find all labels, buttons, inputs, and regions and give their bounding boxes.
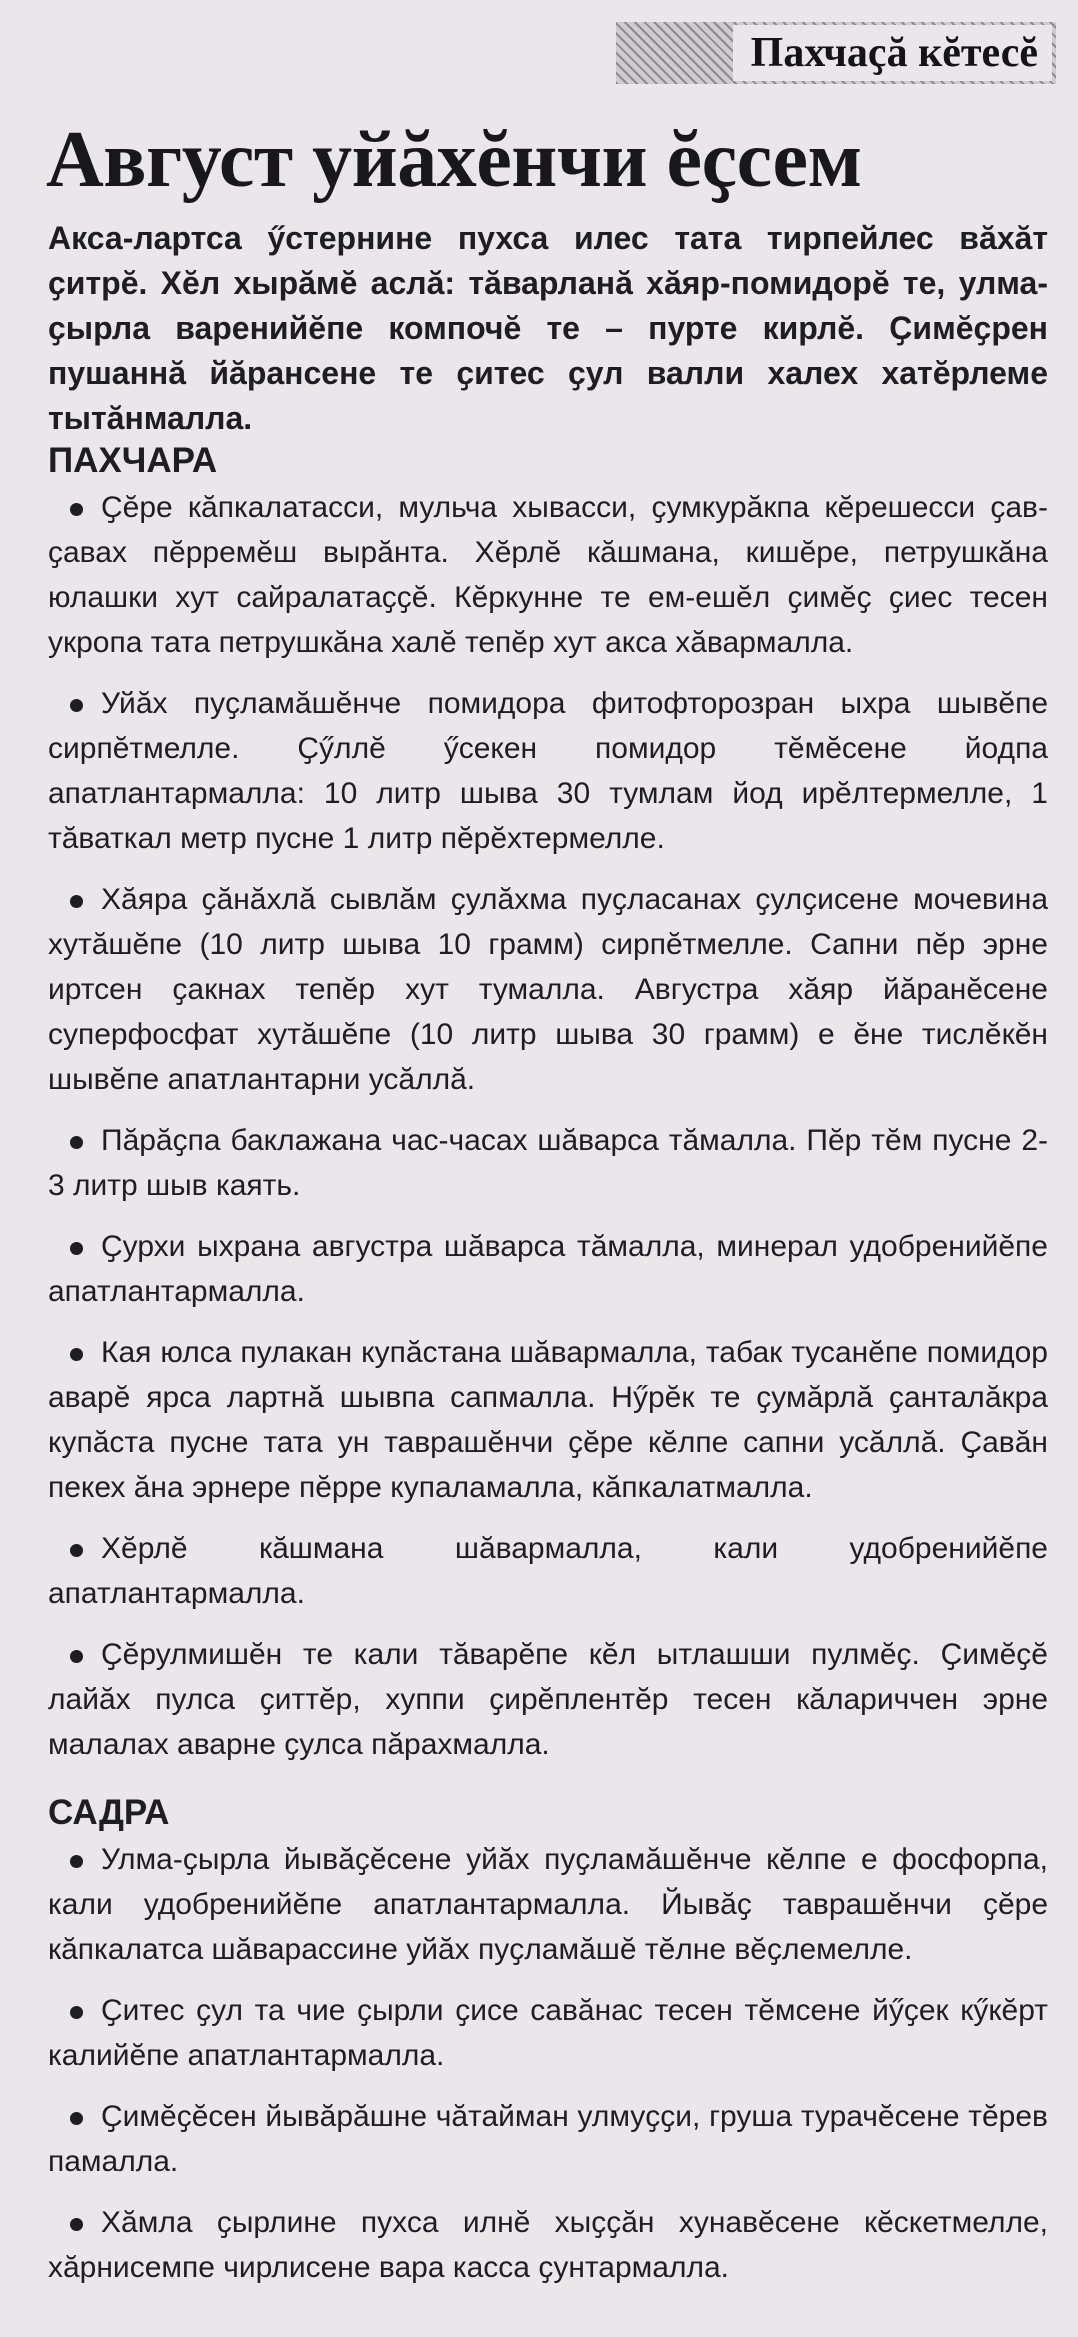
rubric-title: Пахчаҫă кĕтесĕ bbox=[733, 25, 1052, 81]
article-body bbox=[48, 437, 1048, 2306]
article-lead: Акса-лартса ӳстернине пухса илес тата тирпейлес вăхăт ҫитрĕ. Хĕл хырăмĕ аслă: тăварланă хăяр-помидорĕ те, улма-ҫырла варенийĕпе компочĕ те – пурте кирлĕ. Ҫимĕҫрен пушаннă йăрансене те ҫитес ҫул валли халех хатĕрлеме тытăнмалла. bbox=[48, 220, 1048, 436]
tip-item bbox=[48, 1632, 1048, 1767]
bullet-icon bbox=[70, 2006, 83, 2019]
rubric-banner bbox=[616, 22, 1056, 84]
bullet-icon bbox=[70, 1544, 83, 1557]
tip-text: Кая юлса пулакан купăстана шăвармалла, табак тусанĕпе помидор аварĕ ярса лартнă шывпа сапмалла. Нӳрĕк те ҫумăрлă ҫанталăкра купăста пусне тата ун таврашĕнчи ҫĕре кĕлпе сапни усăллă. Ҫавăн пекех ăна эрнере пĕрре купаламалла, кăпкалатмалла. bbox=[48, 1336, 1048, 1504]
tip-item bbox=[48, 1837, 1048, 1972]
bullet-icon bbox=[70, 1650, 83, 1663]
section-title: САДРА bbox=[48, 1793, 170, 1832]
tip-item bbox=[48, 877, 1048, 1102]
bullet-icon bbox=[70, 2218, 83, 2231]
tip-item bbox=[48, 2200, 1048, 2290]
tip-text: Уйăх пуҫламăшĕнче помидора фитофторозран ыхра шывĕпе сирпĕтмелле. Ҫӳллĕ ӳсекен помидор тĕмĕсене йодпа апатлантармалла: 10 литр шыва 30 тумлам йод ирĕлтермелле, 1 тăваткал метр пусне 1 литр пĕрĕхтермелле. bbox=[48, 687, 1048, 855]
tip-item bbox=[48, 485, 1048, 665]
bullet-icon bbox=[70, 895, 83, 908]
tip-text: Ҫĕрулмишĕн те кали тăварĕпе кĕл ытлашши пулмĕҫ. Ҫимĕҫĕ лайăх пулса ҫиттĕр, хуппи ҫирĕплентĕр тесен кăлариччен эрне малалах аварне ҫулса пăрахмалла. bbox=[48, 1638, 1048, 1761]
tip-text: Пăрăҫпа баклажана час-часах шăварса тăмалла. Пĕр тĕм пусне 2-3 литр шыв каять. bbox=[48, 1124, 1048, 1202]
tip-item bbox=[48, 1224, 1048, 1314]
tip-text: Ҫĕре кăпкалатасси, мульча хывасси, ҫумкурăкпа кĕрешесси ҫав-ҫавах пĕрремĕш вырăнта. Хĕрлĕ кăшмана, кишĕре, петрушкăна юлашки хут сайралатаҫҫĕ. Кĕркунне те ем-ешĕл ҫимĕҫ ҫиес тесен укропа тата петрушкăна халĕ тепĕр хут акса хăвармалла. bbox=[48, 491, 1048, 659]
section-garden bbox=[48, 437, 1048, 1767]
tip-text: Хăмла ҫырлине пухса илнĕ хыҫҫăн хунавĕсене кĕскетмелле, хăрнисемпе чирлисене вара касса ҫунтармалла. bbox=[48, 2206, 1048, 2284]
tip-text: Ҫурхи ыхрана августра шăварса тăмалла, минерал удобренийĕпе апатлантармалла. bbox=[48, 1230, 1048, 1308]
tip-text: Улма-ҫырла йывăҫĕсене уйăх пуҫламăшĕнче кĕлпе е фосфорпа, кали удобренийĕпе апатлантармалла. Йывăҫ таврашĕнчи ҫĕре кăпкалатса шăварассине уйăх пуҫламăшĕ тĕлне вĕҫлемелле. bbox=[48, 1843, 1048, 1966]
bullet-icon bbox=[70, 2112, 83, 2125]
tip-item bbox=[48, 2094, 1048, 2184]
bullet-icon bbox=[70, 1348, 83, 1361]
tip-item bbox=[48, 681, 1048, 861]
tips-list bbox=[48, 485, 1048, 1767]
bullet-icon bbox=[70, 503, 83, 516]
tip-item bbox=[48, 1330, 1048, 1510]
tip-text: Хăяра ҫăнăхлă сывлăм ҫулăхма пуҫласанах ҫулҫисене мочевина хутăшĕпе (10 литр шыва 10 грамм) сирпĕтмелле. Сапни пĕр эрне иртсен ҫакнах тепĕр хут тумалла. Августра хăяр йăранĕсене суперфосфат хутăшĕпе (10 литр шыва 30 грамм) е ĕне тислĕкĕн шывĕпе апатлантарни усăллă. bbox=[48, 883, 1048, 1096]
section-title: ПАХЧАРА bbox=[48, 441, 218, 480]
tip-item bbox=[48, 1526, 1048, 1616]
tips-list bbox=[48, 1837, 1048, 2290]
tip-text: Ҫимĕҫĕсен йывăрăшне чăтайман улмуҫҫи, груша турачĕсене тĕрев памалла. bbox=[48, 2100, 1048, 2178]
bullet-icon bbox=[70, 1855, 83, 1868]
bullet-icon bbox=[70, 1242, 83, 1255]
bullet-icon bbox=[70, 1136, 83, 1149]
tip-text: Ҫитес ҫул та чие ҫырли ҫисе савăнас тесен тĕмсене йӳҫек кӳкĕрт калийĕпе апатлантармалла. bbox=[48, 1994, 1048, 2072]
tip-text: Хĕрлĕ кăшмана шăвармалла, кали удобренийĕпе апатлантармалла. bbox=[48, 1532, 1048, 1610]
section-orchard bbox=[48, 1789, 1048, 2290]
tip-item bbox=[48, 1988, 1048, 2078]
article-title: Август уйăхĕнчи ĕҫсем bbox=[46, 116, 862, 204]
bullet-icon bbox=[70, 699, 83, 712]
tip-item bbox=[48, 1118, 1048, 1208]
